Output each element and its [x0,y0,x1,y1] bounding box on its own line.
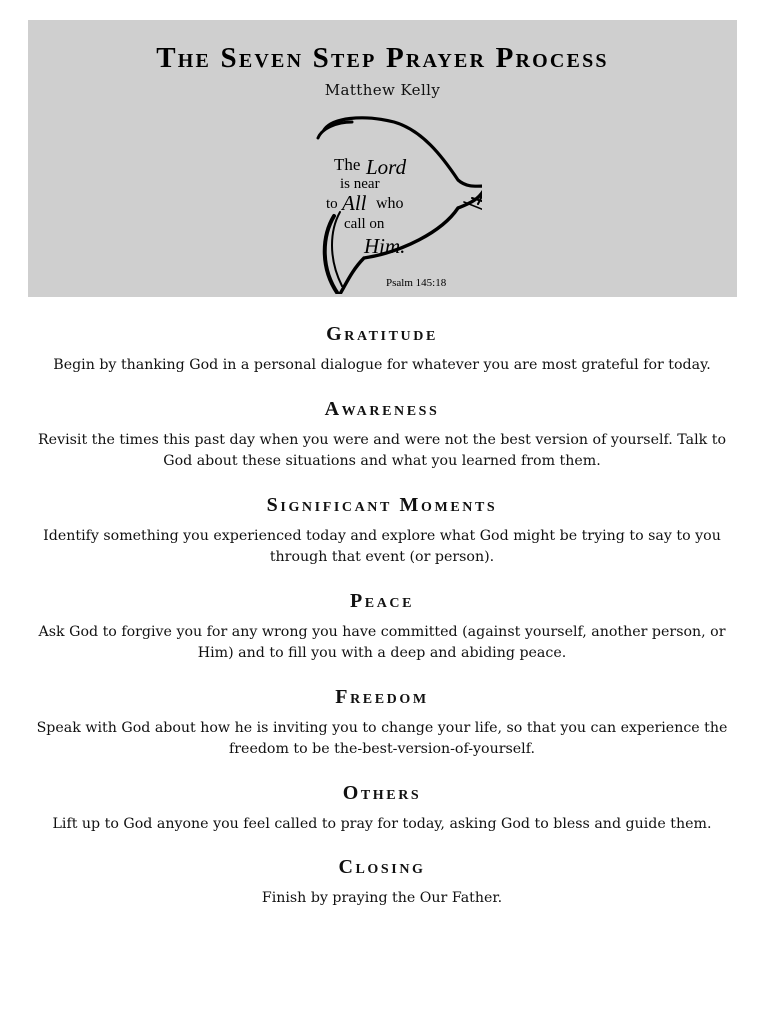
step-body: Ask God to forgive you for any wrong you have committed (against yourself, another person, or Him) and to fill you with a deep and abiding peace. [38,623,726,661]
step-gratitude [30,321,734,377]
step-others [30,780,734,836]
image-text-to: to [326,196,338,212]
image-text-lord: Lord [366,155,407,179]
step-body: Identify something you experienced today and explore what God might be trying to say to you through that event (or person). [43,527,721,565]
step-heading: Peace [349,589,415,612]
step-body: Finish by praying the Our Father. [261,890,503,906]
image-text-the: The [334,155,361,174]
step-body: Speak with God about how he is inviting you to change your life, so that you can experience the freedom to be the-best-version-of-yourself. [36,719,728,757]
author-name: Matthew Kelly [324,81,441,99]
step-body: Lift up to God anyone you feel called to pray for today, asking God to bless and guide them. [52,815,712,832]
image-text-who: who [376,195,404,212]
image-text-call-on: call on [344,216,385,232]
step-heading: Freedom [335,685,429,708]
page-title: The Seven Step Prayer Process [156,42,609,74]
step-heading: Closing [338,856,426,878]
step-awareness [30,396,734,473]
prayer-steps [30,321,734,910]
step-heading: Significant Moments [266,493,498,516]
image-text-psalm-reference: Psalm 145:18 [386,277,447,289]
step-closing [30,854,734,910]
step-significant-moments [30,492,734,569]
image-text-all: All [342,191,367,215]
image-text-is-near: is near [340,176,380,192]
step-freedom [30,684,734,761]
step-heading: Others [342,781,422,804]
step-heading: Awareness [324,397,440,420]
header-banner [28,20,737,297]
dove-scripture-image [282,108,482,294]
step-peace [30,588,734,665]
step-body: Begin by thanking God in a personal dialogue for whatever you are most grateful for today. [53,357,711,373]
step-heading: Gratitude [326,323,438,345]
image-text-him: Him. [364,234,406,258]
step-body: Revisit the times this past day when you were and were not the best version of yourself. Talk to God about these situations and what you learned from them. [38,431,726,469]
